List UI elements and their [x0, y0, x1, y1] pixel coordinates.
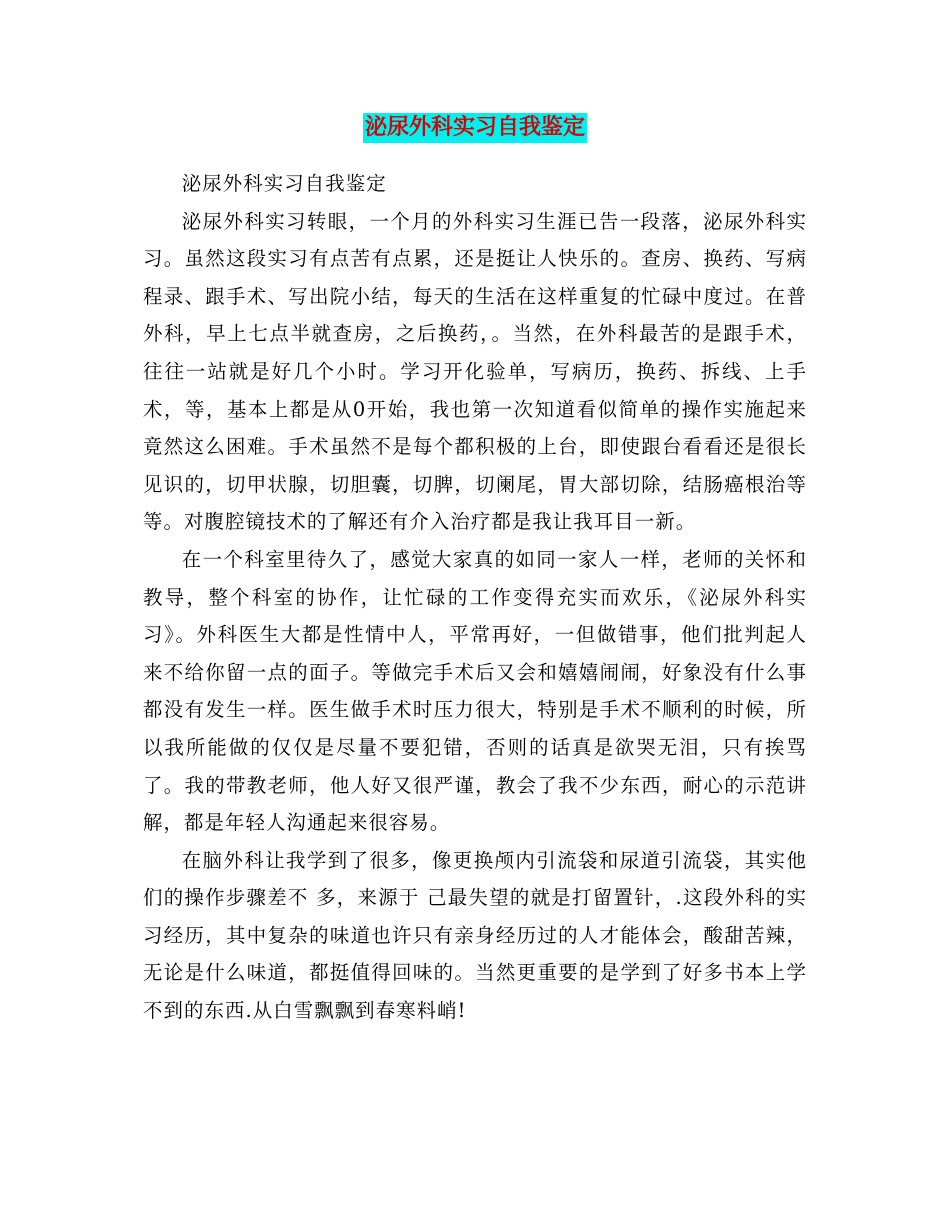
paragraph-3: 在脑外科让我学到了很多，像更换颅内引流袋和尿道引流袋，其实他们的操作步骤差不 多，来源于 己最失望的就是打留置针，.这段外科的实习经历，其中复杂的味道也许只有亲身经历过的人才能体会，酸甜苦辣，无论是什么味道，都挺值得回味的。当然更重要的是学到了好多书本上学不到的东西.从白雪飘飘到春寒料峭!: [143, 848, 807, 1023]
document-title: 泌尿外科实习自我鉴定: [363, 113, 587, 143]
paragraph-1: 泌尿外科实习转眼，一个月的外科实习生涯已告一段落，泌尿外科实习。虽然这段实习有点苦有点累，还是挺让人快乐的。查房、换药、写病程录、跟手术、写出院小结，每天的生活在这样重复的忙碌中度过。在普外科，早上七点半就查房，之后换药，。当然，在外科最苦的是跟手术，往往一站就是好几个小时。学习开化验单，写病历，换药、拆线、上手术，等，基本上都是从0开始，我也第一次知道看似简单的操作实施起来竟然这么困难。手术虽然不是每个都积极的上台，即使跟台看看还是很长见识的，切甲状腺，切胆囊，切脾，切阑尾，胃大部切除，结肠癌根治等等。对腹腔镜技术的了解还有介入治疗都是我让我耳目一新。: [143, 209, 807, 534]
paragraph-heading: 泌尿外科实习自我鉴定: [181, 172, 387, 195]
title-container: [0, 113, 950, 143]
document-body: [143, 165, 807, 1030]
paragraph-2: 在一个科室里待久了，感觉大家真的如同一家人一样，老师的关怀和教导，整个科室的协作，让忙碌的工作变得充实而欢乐，《泌尿外科实习》。外科医生大都是性情中人，平常再好，一但做错事，他们批判起人来不给你留一点的面子。等做完手术后又会和嬉嬉闹闹，好象没有什么事都没有发生一样。医生做手术时压力很大，特别是手术不顺利的时候，所以我所能做的仅仅是尽量不要犯错，否则的话真是欲哭无泪，只有挨骂了。我的带教老师，他人好又很严谨，教会了我不少东西，耐心的示范讲解，都是年轻人沟通起来很容易。: [143, 547, 807, 835]
